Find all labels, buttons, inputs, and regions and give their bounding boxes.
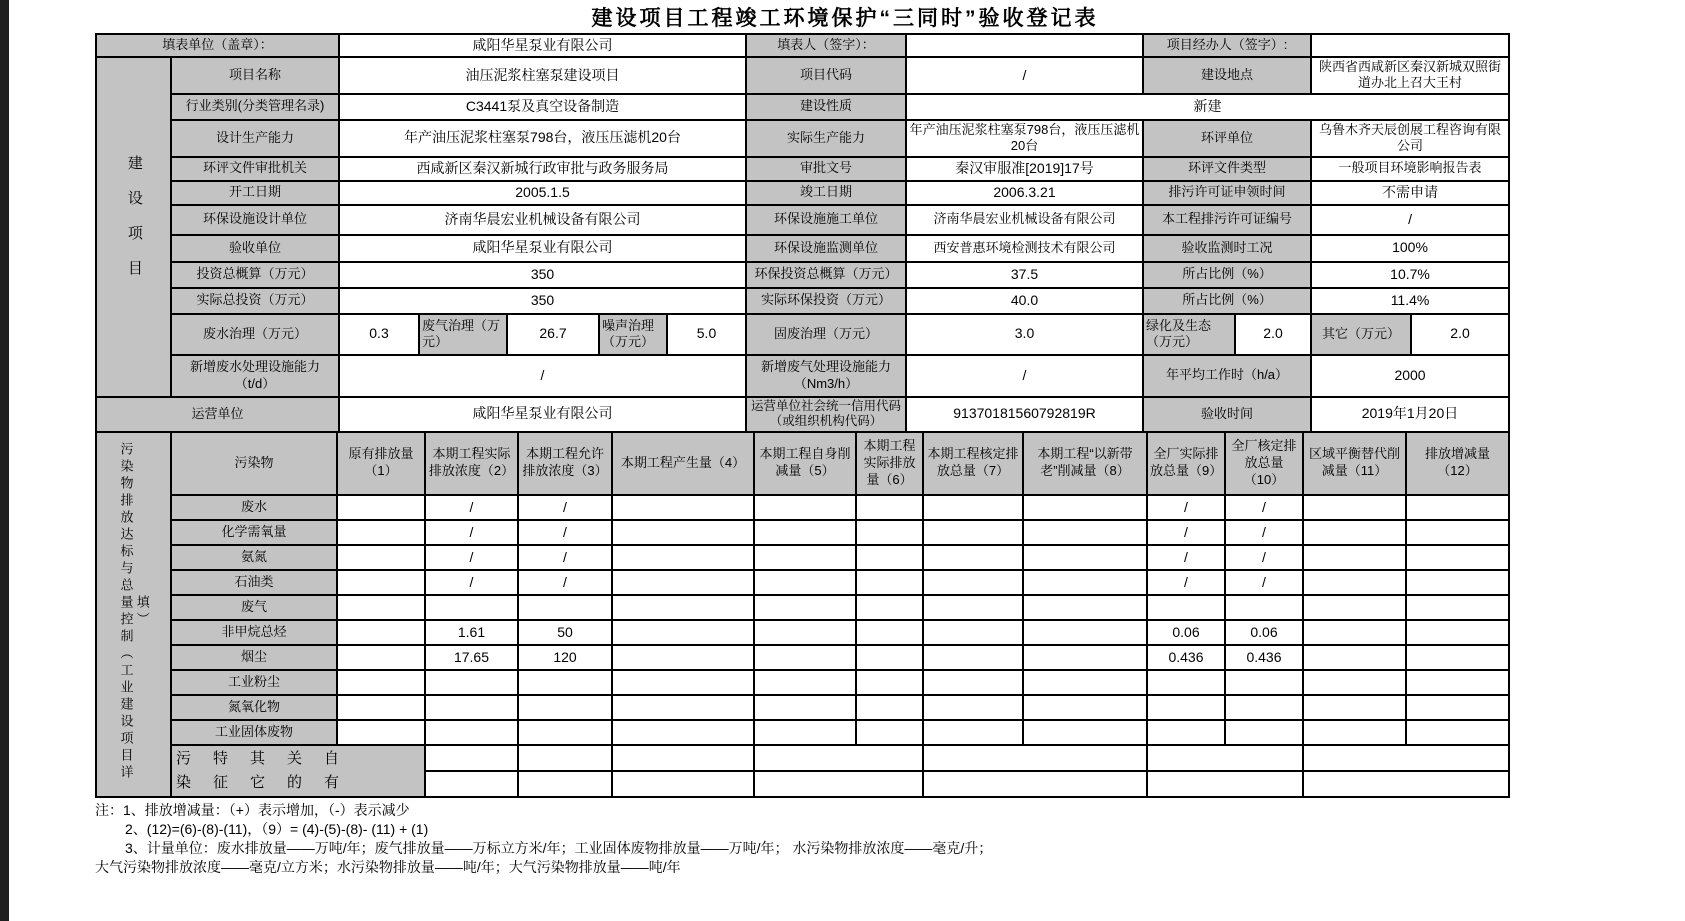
value-completion-date: 2006.3.21 [906, 181, 1143, 205]
pollutant-tail-row [96, 745, 1509, 771]
pollutant-cell [1406, 645, 1509, 670]
page-title: 建设项目工程竣工环境保护“三同时”验收登记表 [591, 7, 1099, 30]
pollutant-cell [1147, 595, 1225, 620]
pollutant-cell [923, 570, 1023, 595]
value-env-monitor-unit: 西安普惠环境检测技术有限公司 [906, 235, 1143, 262]
pollutant-cell [1406, 595, 1509, 620]
label-env-monitor-unit: 环保设施监测单位 [746, 235, 906, 262]
pollutant-cell: 0.436 [1225, 645, 1303, 670]
label-acceptance-unit: 验收单位 [171, 235, 339, 262]
label-completion-date: 竣工日期 [746, 181, 906, 205]
pollutant-cell [337, 520, 425, 545]
label-solid-cost: 固废治理（万元） [746, 314, 906, 355]
pollutant-cell: / [425, 495, 518, 520]
pollutant-cell [1023, 720, 1147, 745]
label-industry-category: 行业类别(分类管理名录) [171, 94, 339, 120]
pollutant-cell [337, 645, 425, 670]
label-annual-hours: 年平均工作时（h/a） [1143, 355, 1311, 397]
pollutant-cell [1023, 695, 1147, 720]
table-row [96, 157, 1509, 181]
value-permit-number: / [1311, 205, 1509, 235]
pollutant-cell [856, 570, 923, 595]
pollutant-cell [425, 720, 518, 745]
pollutant-column-header: 全厂核定排放总量（10） [1225, 432, 1303, 495]
pollutant-cell: / [518, 495, 612, 520]
pollutant-cell [518, 595, 612, 620]
empty-cell [612, 771, 754, 797]
value-eia-doc-type: 一般项目环境影响报告表 [1311, 157, 1509, 181]
pollutant-cell [856, 645, 923, 670]
pollutant-cell [923, 520, 1023, 545]
table-row [96, 355, 1509, 397]
pollutant-cell [1023, 595, 1147, 620]
pollutant-cell [337, 495, 425, 520]
pollutant-cell: 0.436 [1147, 645, 1225, 670]
value-permit-apply-time: 不需申请 [1311, 181, 1509, 205]
pollutant-cell [518, 720, 612, 745]
value-actual-env-investment: 40.0 [906, 288, 1143, 314]
pollutant-column-header: 本期工程实际排放浓度（2） [425, 432, 518, 495]
form-content [95, 33, 1508, 877]
pollutant-cell [1406, 570, 1509, 595]
pollutant-table [95, 431, 1510, 798]
pollutant-cell: / [518, 570, 612, 595]
value-actual-investment: 350 [339, 288, 746, 314]
pollutant-row [96, 720, 1509, 745]
pollutant-cell [1023, 645, 1147, 670]
pollutant-cell [1023, 570, 1147, 595]
pollutant-cell [856, 520, 923, 545]
label-actual-env-investment: 实际环保投资（万元） [746, 288, 906, 314]
pollutant-name: 石油类 [171, 570, 337, 595]
pollutant-cell: 17.65 [425, 645, 518, 670]
label-permit-number: 本工程排污许可证编号 [1143, 205, 1311, 235]
tail-clipped-label [171, 745, 425, 797]
empty-cell [1303, 745, 1509, 771]
label-total-budget: 投资总概算（万元） [171, 262, 339, 288]
pollutant-cell [337, 570, 425, 595]
pollutant-cell [856, 620, 923, 645]
table-row [96, 288, 1509, 314]
label-actual-ratio: 所占比例（%） [1143, 288, 1311, 314]
label-fill-person: 填表人（签字）： [746, 34, 906, 57]
pollutant-cell [1303, 495, 1406, 520]
value-fill-unit: 咸阳华星泵业有限公司 [339, 34, 746, 57]
pollutant-cell: 1.61 [425, 620, 518, 645]
pollutant-cell [754, 645, 856, 670]
pollutant-row [96, 620, 1509, 645]
value-gas-cost: 26.7 [507, 314, 599, 355]
pollutant-row [96, 670, 1509, 695]
value-wastewater-cost: 0.3 [339, 314, 419, 355]
tail-label-line2: 染征它的有 [176, 773, 362, 791]
value-actual-capacity: 年产油压泥浆柱塞泵798台，液压压滤机20台 [906, 120, 1143, 157]
empty-cell [518, 745, 612, 771]
value-start-date: 2005.1.5 [339, 181, 746, 205]
pollutant-header-row [96, 432, 1509, 495]
value-eia-unit: 乌鲁木齐天辰创展工程咨询有限公司 [1311, 120, 1509, 157]
note-line: 2、(12)=(6)-(8)-(11)，（9）= (4)-(5)-(8)- (11) + (1) [125, 820, 429, 837]
label-handler: 项目经办人（签字）: [1143, 34, 1311, 57]
pollutant-cell [923, 720, 1023, 745]
value-env-budget: 37.5 [906, 262, 1143, 288]
pollutant-cell [1303, 570, 1406, 595]
label-permit-apply-time: 排污许可证申领时间 [1143, 181, 1311, 205]
pollutant-row [96, 595, 1509, 620]
empty-cell [923, 745, 1147, 771]
section-side-label-pollutants: 污染物排放达标与总量控制（工业建设项目详填） [96, 432, 171, 797]
table-row [96, 181, 1509, 205]
pollutant-cell: / [1147, 570, 1225, 595]
table-row [96, 205, 1509, 235]
pollutant-cell [856, 670, 923, 695]
pollutant-cell [856, 595, 923, 620]
pollutant-cell [612, 720, 754, 745]
pollutant-cell [612, 570, 754, 595]
pollutant-column-header: 排放增减量（12） [1406, 432, 1509, 495]
pollutant-cell [612, 620, 754, 645]
pollutant-cell [337, 620, 425, 645]
pollutant-cell [337, 595, 425, 620]
pollutant-row [96, 645, 1509, 670]
label-env-design-unit: 环保设施设计单位 [171, 205, 339, 235]
note-line: 注：1、排放增减量：（+）表示增加，（-）表示减少 [95, 801, 410, 818]
pollutant-cell [1225, 670, 1303, 695]
pollutant-cell [612, 645, 754, 670]
label-location: 建设地点 [1143, 57, 1311, 94]
empty-cell [612, 745, 754, 771]
pollutant-cell [1023, 670, 1147, 695]
section-side-label-construction: 建设项目 [96, 57, 171, 397]
value-approval-number: 秦汉审服准[2019]17号 [906, 157, 1143, 181]
label-eia-doc-type: 环评文件类型 [1143, 157, 1311, 181]
pollutant-cell [1225, 695, 1303, 720]
pollutant-cell [1303, 670, 1406, 695]
pollutant-cell [754, 595, 856, 620]
pollutant-cell [425, 595, 518, 620]
label-env-construction-unit: 环保设施施工单位 [746, 205, 906, 235]
pollutant-cell [1303, 595, 1406, 620]
pollutant-name: 化学需氧量 [171, 520, 337, 545]
label-new-gas-capacity: 新增废气处理设施能力（Nm3/h） [746, 355, 906, 397]
pollutant-cell [923, 695, 1023, 720]
pollutant-cell [1147, 695, 1225, 720]
table-row [96, 34, 1509, 57]
pollutant-row [96, 520, 1509, 545]
value-handler [1311, 34, 1509, 57]
pollutant-cell [1225, 720, 1303, 745]
empty-cell [754, 771, 923, 797]
pollutant-cell [754, 495, 856, 520]
pollutant-column-header: 本期工程“以新带老”削减量（8） [1023, 432, 1147, 495]
table-row [96, 262, 1509, 288]
value-other-cost: 2.0 [1411, 314, 1509, 355]
pollutant-cell [1023, 545, 1147, 570]
pollutant-cell [425, 670, 518, 695]
pollutant-cell: / [425, 545, 518, 570]
label-green-cost: 绿化及生态（万元） [1143, 314, 1235, 355]
value-acceptance-time: 2019年1月20日 [1311, 397, 1509, 432]
pollutant-column-header: 全厂实际排放总量（9） [1147, 432, 1225, 495]
pollutant-cell [856, 545, 923, 570]
pollutant-cell [337, 695, 425, 720]
pollutant-cell [1303, 720, 1406, 745]
pollutant-cell [612, 520, 754, 545]
value-budget-ratio: 10.7% [1311, 262, 1509, 288]
pollutant-column-header: 区域平衡替代削减量（11） [1303, 432, 1406, 495]
scan-edge [0, 0, 9, 921]
pollutant-cell: / [1225, 570, 1303, 595]
label-actual-investment: 实际总投资（万元） [171, 288, 339, 314]
value-fill-person [906, 34, 1143, 57]
pollutant-cell [923, 595, 1023, 620]
pollutant-cell: / [1225, 520, 1303, 545]
pollutant-cell [754, 570, 856, 595]
pollutant-cell [1406, 620, 1509, 645]
pollutant-cell [612, 545, 754, 570]
label-budget-ratio: 所占比例（%） [1143, 262, 1311, 288]
table-row [96, 57, 1509, 94]
pollutant-name: 废水 [171, 495, 337, 520]
pollutant-name: 工业粉尘 [171, 670, 337, 695]
pollutant-cell: / [425, 570, 518, 595]
value-actual-ratio: 11.4% [1311, 288, 1509, 314]
pollutant-cell [1023, 620, 1147, 645]
pollutant-cell: / [1147, 545, 1225, 570]
value-location: 陕西省西咸新区秦汉新城双照街道办北上召大王村 [1311, 57, 1509, 94]
table-row [96, 94, 1509, 120]
pollutant-cell [1406, 545, 1509, 570]
value-design-capacity: 年产油压泥浆柱塞泵798台，液压压滤机20台 [339, 120, 746, 157]
pollutant-cell [1406, 495, 1509, 520]
label-gas-cost: 废气治理（万元） [419, 314, 507, 355]
pollutant-column-header: 污染物 [171, 432, 337, 495]
pollutant-cell [1303, 645, 1406, 670]
table-row [96, 120, 1509, 157]
pollutant-cell [1303, 545, 1406, 570]
pollutant-cell [856, 720, 923, 745]
pollutant-name: 废气 [171, 595, 337, 620]
pollutant-cell [1406, 520, 1509, 545]
label-design-capacity: 设计生产能力 [171, 120, 339, 157]
pollutant-name: 工业固体废物 [171, 720, 337, 745]
label-eia-approval-org: 环评文件审批机关 [171, 157, 339, 181]
label-eia-unit: 环评单位 [1143, 120, 1311, 157]
form-header-table [95, 33, 1510, 58]
empty-cell [1303, 771, 1509, 797]
pollutant-cell [425, 695, 518, 720]
pollutant-cell [754, 620, 856, 645]
value-acceptance-unit: 咸阳华星泵业有限公司 [339, 235, 746, 262]
pollutant-cell [923, 645, 1023, 670]
pollutant-name: 烟尘 [171, 645, 337, 670]
pollutant-column-header: 本期工程产生量（4） [612, 432, 754, 495]
pollutant-cell: / [1225, 495, 1303, 520]
empty-cell [923, 771, 1147, 797]
value-industry-category: C3441泵及真空设备制造 [339, 94, 746, 120]
pollutant-cell [518, 695, 612, 720]
value-credit-code: 91370181560792819R [906, 397, 1143, 432]
value-project-code: / [906, 57, 1143, 94]
label-start-date: 开工日期 [171, 181, 339, 205]
empty-cell [425, 771, 518, 797]
pollutant-cell [1147, 670, 1225, 695]
value-total-budget: 350 [339, 262, 746, 288]
pollutant-row [96, 495, 1509, 520]
empty-cell [1147, 771, 1303, 797]
value-new-gas-capacity: / [906, 355, 1143, 397]
pollutant-column-header: 本期工程实际排放量（6） [856, 432, 923, 495]
label-project-code: 项目代码 [746, 57, 906, 94]
pollutant-cell [337, 720, 425, 745]
value-construction-nature: 新建 [906, 94, 1509, 120]
project-info-table [95, 56, 1510, 398]
pollutant-column-header: 本期工程自身削减量（5） [754, 432, 856, 495]
pollutant-column-header: 原有排放量（1） [337, 432, 425, 495]
label-env-budget: 环保投资总概算（万元） [746, 262, 906, 288]
pollutant-name: 氨氮 [171, 545, 337, 570]
table-row [96, 314, 1509, 355]
pollutant-cell: / [518, 545, 612, 570]
pollutant-cell [1303, 520, 1406, 545]
pollutant-cell [612, 495, 754, 520]
value-noise-cost: 5.0 [667, 314, 746, 355]
note-line: 大气污染物排放浓度——毫克/立方米；水污染物排放量——吨/年；大气污染物排放量——吨/年 [95, 858, 681, 875]
pollutant-cell [754, 695, 856, 720]
pollutant-cell [1023, 495, 1147, 520]
value-green-cost: 2.0 [1235, 314, 1311, 355]
pollutant-cell [1147, 720, 1225, 745]
pollutant-cell: / [1225, 545, 1303, 570]
empty-cell [425, 745, 518, 771]
pollutant-cell [1303, 620, 1406, 645]
pollutant-cell [856, 695, 923, 720]
pollutant-cell [1406, 720, 1509, 745]
label-monitor-condition: 验收监测时工况 [1143, 235, 1311, 262]
value-env-construction-unit: 济南华晨宏业机械设备有限公司 [906, 205, 1143, 235]
pollutant-cell: / [1147, 520, 1225, 545]
label-fill-unit: 填表单位（盖章）： [96, 34, 339, 57]
pollutant-cell [754, 720, 856, 745]
table-row [96, 397, 1509, 432]
pollutant-cell: 120 [518, 645, 612, 670]
table-row [96, 235, 1509, 262]
pollutant-cell [337, 545, 425, 570]
value-monitor-condition: 100% [1311, 235, 1509, 262]
pollutant-cell: 50 [518, 620, 612, 645]
pollutant-cell [923, 545, 1023, 570]
pollutant-cell: / [1147, 495, 1225, 520]
pollutant-cell [1023, 520, 1147, 545]
pollutant-column-header: 本期工程核定排放总量（7） [923, 432, 1023, 495]
empty-cell [1147, 745, 1303, 771]
value-eia-approval-org: 西咸新区秦汉新城行政审批与政务服务局 [339, 157, 746, 181]
value-env-design-unit: 济南华晨宏业机械设备有限公司 [339, 205, 746, 235]
pollutant-cell [856, 495, 923, 520]
pollutant-cell: 0.06 [1147, 620, 1225, 645]
pollutant-cell [754, 520, 856, 545]
pollutant-cell [612, 695, 754, 720]
empty-cell [518, 771, 612, 797]
pollutant-cell [923, 495, 1023, 520]
empty-cell [754, 745, 923, 771]
pollutant-cell [923, 670, 1023, 695]
pollutant-cell [612, 670, 754, 695]
tail-label-line1: 污特其关自 [176, 749, 362, 767]
pollutant-name: 非甲烷总烃 [171, 620, 337, 645]
pollutant-cell: / [518, 520, 612, 545]
pollutant-cell: 0.06 [1225, 620, 1303, 645]
pollutant-cell [1406, 670, 1509, 695]
pollutant-name: 氮氧化物 [171, 695, 337, 720]
pollutant-cell [1406, 695, 1509, 720]
value-annual-hours: 2000 [1311, 355, 1509, 397]
pollutant-cell [923, 620, 1023, 645]
pollutant-cell [754, 545, 856, 570]
label-credit-code: 运营单位社会统一信用代码（或组织机构代码） [746, 397, 906, 432]
label-approval-number: 审批文号 [746, 157, 906, 181]
pollutant-cell [518, 670, 612, 695]
label-project-name: 项目名称 [171, 57, 339, 94]
value-operator: 咸阳华星泵业有限公司 [339, 397, 746, 432]
label-new-wastewater-capacity: 新增废水处理设施能力（t/d） [171, 355, 339, 397]
note-line: 3、计量单位：废水排放量——万吨/年；废气排放量——万标立方米/年；工业固体废物排放量——万吨/年； 水污染物排放浓度——毫克/升； [125, 839, 993, 856]
label-operator: 运营单位 [96, 397, 339, 432]
footnotes [95, 801, 1575, 877]
pollutant-cell [337, 670, 425, 695]
pollutant-cell [1225, 595, 1303, 620]
value-project-name: 油压泥浆柱塞泵建设项目 [339, 57, 746, 94]
pollutant-row [96, 570, 1509, 595]
label-construction-nature: 建设性质 [746, 94, 906, 120]
pollutant-cell [1303, 695, 1406, 720]
pollutant-row [96, 545, 1509, 570]
pollutant-column-header: 本期工程允许排放浓度（3） [518, 432, 612, 495]
pollutant-cell [612, 595, 754, 620]
value-solid-cost: 3.0 [906, 314, 1143, 355]
value-new-wastewater-capacity: / [339, 355, 746, 397]
label-actual-capacity: 实际生产能力 [746, 120, 906, 157]
pollutant-row [96, 695, 1509, 720]
pollutant-cell [754, 670, 856, 695]
operator-table [95, 396, 1510, 433]
label-acceptance-time: 验收时间 [1143, 397, 1311, 432]
label-other-cost: 其它（万元） [1311, 314, 1411, 355]
pollutant-cell: / [425, 520, 518, 545]
label-wastewater-cost: 废水治理（万元） [171, 314, 339, 355]
label-noise-cost: 噪声治理（万元） [599, 314, 667, 355]
